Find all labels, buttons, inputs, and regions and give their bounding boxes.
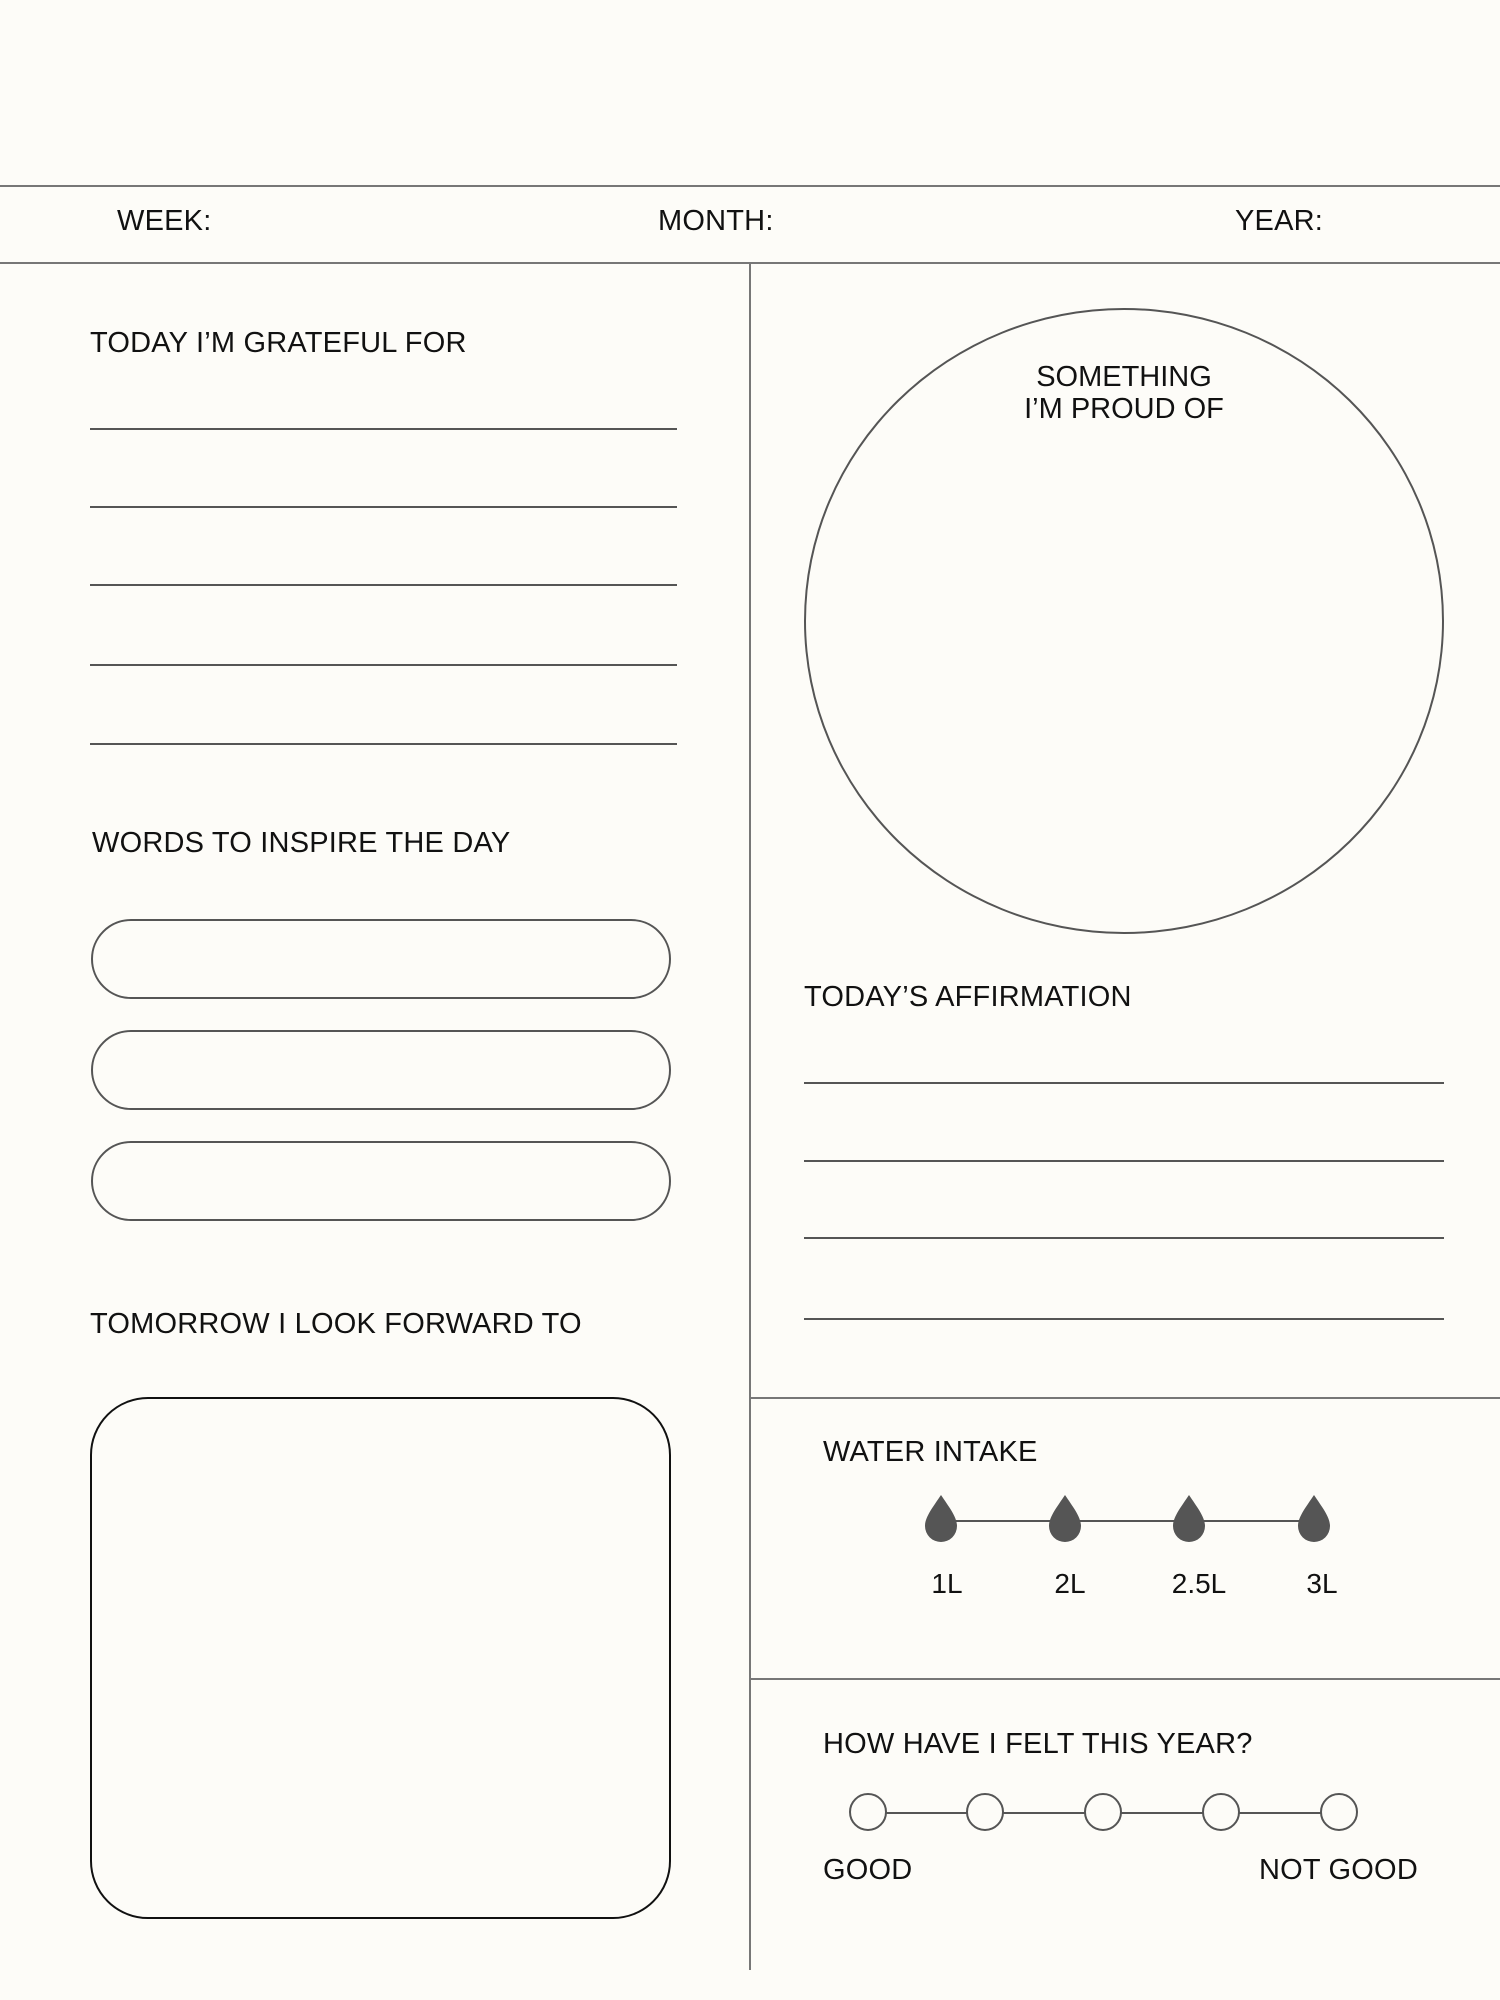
mood-option-3[interactable]	[1084, 1793, 1122, 1831]
inspire-field[interactable]	[91, 1030, 671, 1110]
mood-title: HOW HAVE I FELT THIS YEAR?	[823, 1728, 1253, 1760]
water-drop-icon[interactable]	[1171, 1493, 1207, 1543]
water-level-2-5l: 2.5L	[1171, 1568, 1227, 1599]
water-title: WATER INTAKE	[823, 1436, 1038, 1468]
affirmation-writing-line[interactable]	[804, 1318, 1444, 1320]
proud-title-line1: SOMETHING	[1036, 361, 1212, 393]
water-top-rule	[750, 1397, 1500, 1399]
mood-option-4[interactable]	[1202, 1793, 1240, 1831]
column-divider	[749, 263, 751, 1970]
tomorrow-title: TOMORROW I LOOK FORWARD TO	[90, 1308, 582, 1340]
mood-not-good-label: NOT GOOD	[1259, 1854, 1418, 1886]
inspire-title: WORDS TO INSPIRE THE DAY	[92, 827, 511, 859]
affirmation-writing-line[interactable]	[804, 1237, 1444, 1239]
mood-top-rule	[750, 1678, 1500, 1680]
inspire-field[interactable]	[91, 919, 671, 999]
mood-good-label: GOOD	[823, 1854, 913, 1886]
grateful-writing-line[interactable]	[90, 506, 677, 508]
water-drop-icon[interactable]	[1047, 1493, 1083, 1543]
water-level-2l: 2L	[1054, 1568, 1086, 1599]
grateful-writing-line[interactable]	[90, 664, 677, 666]
water-level-3l: 3L	[1306, 1568, 1338, 1599]
affirmation-writing-line[interactable]	[804, 1160, 1444, 1162]
header-top-rule	[0, 185, 1500, 187]
year-label: YEAR:	[1235, 205, 1324, 237]
grateful-writing-line[interactable]	[90, 743, 677, 745]
grateful-writing-line[interactable]	[90, 584, 677, 586]
water-drop-icon[interactable]	[923, 1493, 959, 1543]
grateful-writing-line[interactable]	[90, 428, 677, 430]
affirmation-title: TODAY’S AFFIRMATION	[804, 981, 1132, 1013]
mood-option-2[interactable]	[966, 1793, 1004, 1831]
grateful-title: TODAY I’M GRATEFUL FOR	[90, 327, 467, 359]
month-label: MONTH:	[658, 205, 774, 237]
mood-option-1[interactable]	[849, 1793, 887, 1831]
inspire-field[interactable]	[91, 1141, 671, 1221]
week-label: WEEK:	[117, 205, 212, 237]
water-track	[942, 1520, 1316, 1522]
water-drop-icon[interactable]	[1296, 1493, 1332, 1543]
proud-title	[974, 361, 1274, 425]
proud-title-line2: I’M PROUD OF	[1024, 393, 1224, 425]
tomorrow-notes-box[interactable]	[90, 1397, 671, 1919]
water-level-1l: 1L	[931, 1568, 963, 1599]
affirmation-writing-line[interactable]	[804, 1082, 1444, 1084]
mood-option-5[interactable]	[1320, 1793, 1358, 1831]
